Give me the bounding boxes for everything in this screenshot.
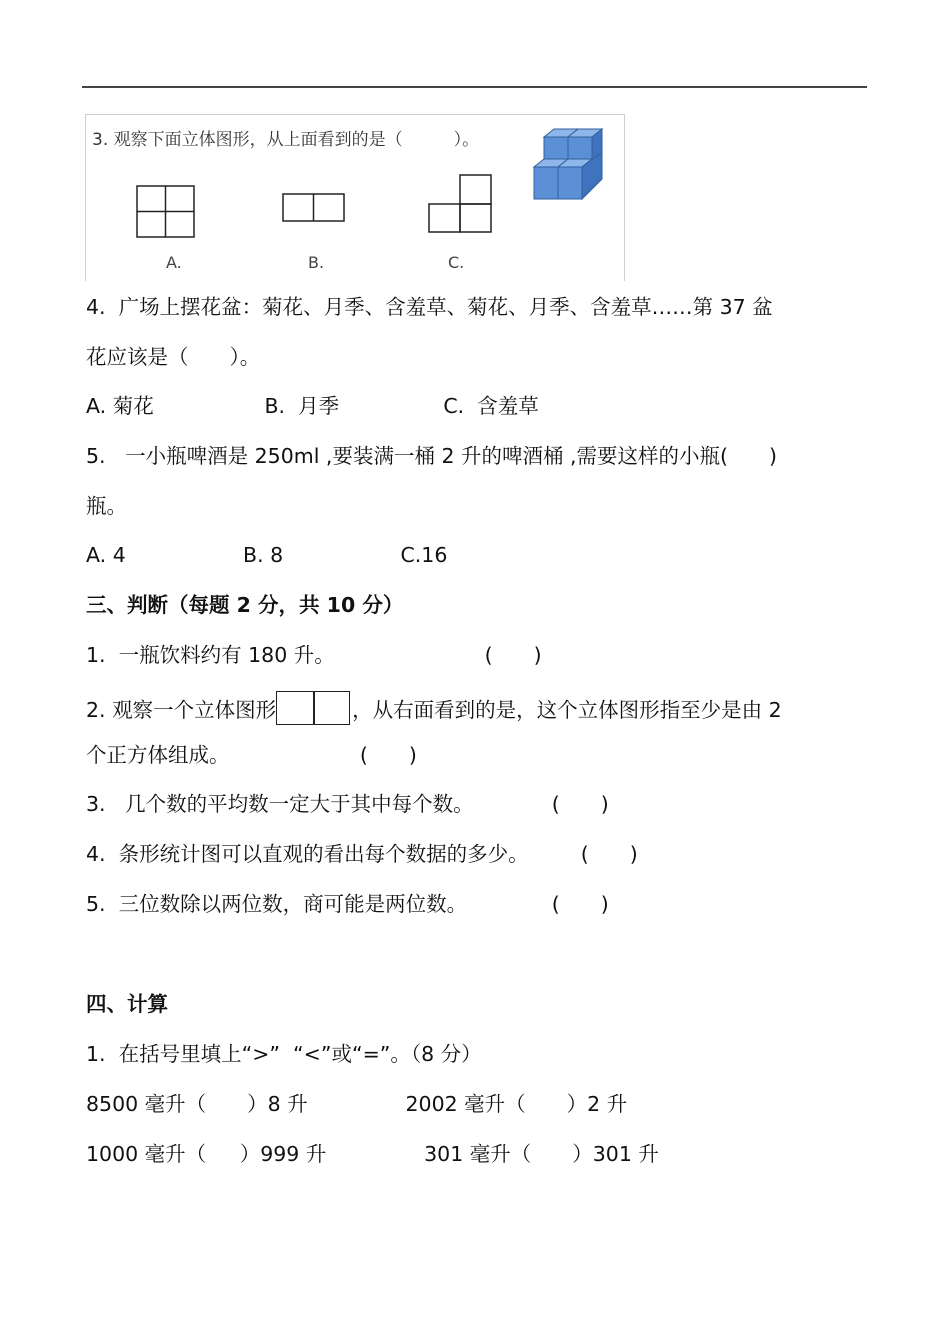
q4-line-1: 4. 广场上摆花盆：菊花、月季、含羞草、菊花、月季、含羞草……第 37 盆 — [86, 295, 773, 319]
option-b-grid — [282, 193, 346, 223]
judge-3: 3. 几个数的平均数一定大于其中每个数。 ( ) — [86, 792, 609, 816]
q5-line-2: 瓶。 — [86, 494, 127, 518]
question-3-figure — [85, 114, 625, 281]
option-c-label: C. — [448, 253, 465, 272]
judge-1: 1. 一瓶饮料约有 180 升。 ( ) — [86, 643, 542, 667]
judge-4: 4. 条形统计图可以直观的看出每个数据的多少。 ( ) — [86, 842, 638, 866]
side-view-box — [276, 691, 350, 725]
calc-row-2: 1000 毫升（ ）999 升 301 毫升（ ）301 升 — [86, 1142, 659, 1166]
judge-5: 5. 三位数除以两位数，商可能是两位数。 ( ) — [86, 892, 609, 916]
option-c-grid — [428, 174, 494, 234]
cube-stack-picture — [532, 127, 612, 203]
option-a-grid — [136, 185, 196, 239]
q5-options: A. 4 B. 8 C.16 — [86, 543, 448, 567]
calc-1-instruction: 1. 在括号里填上“>” “<”或“=”。（8 分） — [86, 1042, 482, 1066]
q4-line-2: 花应该是（ ）。 — [86, 345, 261, 369]
q5-line-1: 5. 一小瓶啤酒是 250ml ,要装满一桶 2 升的啤酒桶 ,需要这样的小瓶( ) — [86, 444, 778, 468]
q4-options: A. 菊花 B. 月季 C. 含羞草 — [86, 394, 539, 418]
section-4-heading: 四、计算 — [86, 992, 168, 1016]
section-3-heading: 三、判断（每题 2 分，共 10 分） — [86, 593, 404, 617]
judge-2-line-2: 个正方体组成。 ( ) — [86, 743, 417, 767]
option-b-label: B. — [308, 253, 325, 272]
figure-question-text: 3. 观察下面立体图形，从上面看到的是（ ）。 — [92, 130, 480, 150]
judge-2-text-a: 2. 观察一个立体图形 — [86, 698, 277, 722]
option-a-label: A. — [166, 253, 182, 272]
header-rule — [82, 86, 867, 88]
judge-2-line-1 — [86, 694, 782, 728]
calc-row-1: 8500 毫升（ ）8 升 2002 毫升（ ）2 升 — [86, 1092, 628, 1116]
judge-2-text-b: ，从右面看到的是，这个立体图形指至少是由 2 — [352, 698, 782, 722]
